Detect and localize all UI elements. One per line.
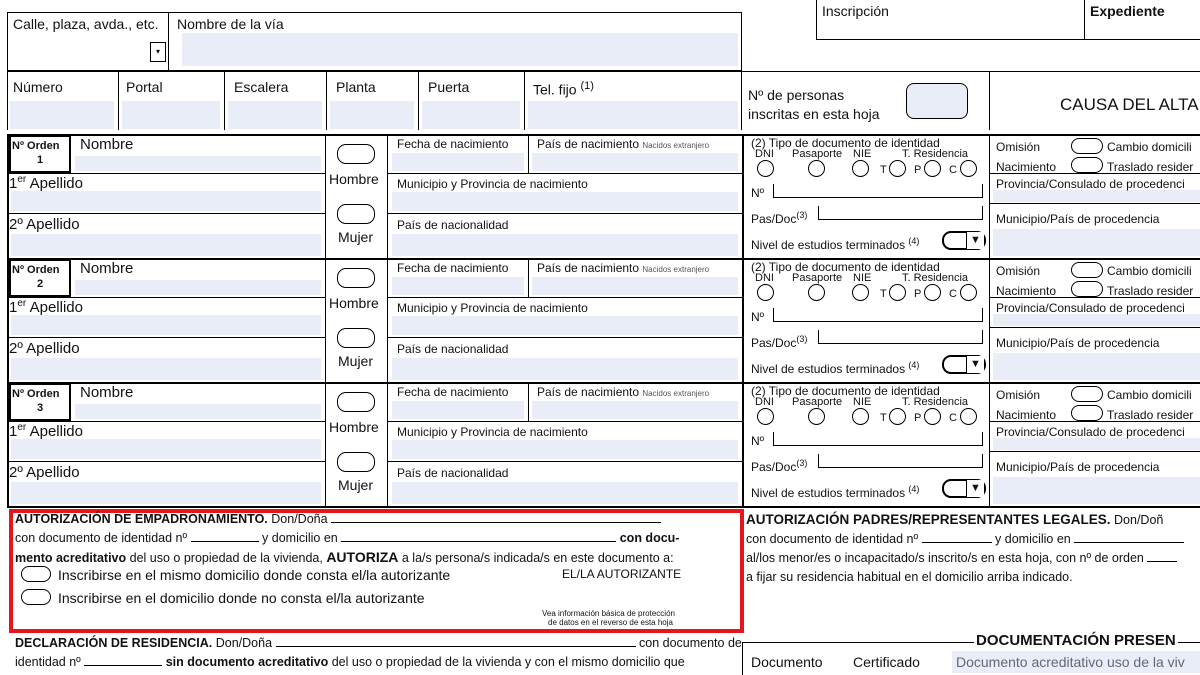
omision-label: Omisión <box>996 140 1041 154</box>
pais-nac-label: País de nacimiento Nacidos extranjero <box>537 261 710 275</box>
hombre-radio[interactable] <box>337 144 375 164</box>
street-name-input[interactable] <box>182 33 738 66</box>
autorizante-label: EL/LA AUTORIZANTE <box>562 567 682 581</box>
t-radio[interactable] <box>889 160 906 177</box>
pasaporte-label: Pasaporte <box>792 272 843 284</box>
dni-label: DNI <box>755 148 774 160</box>
pasaporte-label: Pasaporte <box>792 396 843 408</box>
nie-radio[interactable] <box>852 284 869 301</box>
nacionalidad-label: País de nacionalidad <box>397 218 509 232</box>
pais-nac-label: País de nacimiento Nacidos extranjero <box>537 385 710 399</box>
provincia-proc-input[interactable] <box>993 438 1200 450</box>
option2-radio[interactable] <box>21 589 51 605</box>
apellido2-label: 2º Apellido <box>9 216 80 233</box>
nie-label: NIE <box>853 396 872 408</box>
p-radio[interactable] <box>924 284 941 301</box>
person-block-2 <box>0 258 1200 382</box>
traslado-label: Traslado resider <box>1107 284 1194 298</box>
nivel-estudios-label: Nivel de estudios terminados $^{(4)}$ <box>751 484 920 500</box>
tipo-doc-label: (2) Tipo de documento de identidad <box>751 136 940 150</box>
provincia-proc-input[interactable] <box>993 314 1200 326</box>
provincia-label: Provincia/Consulado de procedenci <box>996 425 1185 439</box>
apellido2-input[interactable] <box>11 358 321 380</box>
fecha-nac-input[interactable] <box>392 277 524 295</box>
fecha-nac-label: Fecha de nacimiento <box>397 385 509 399</box>
provincia-proc-input[interactable] <box>993 190 1200 202</box>
apellido1-label: 1er Apellido <box>9 422 83 440</box>
municipio-nac-input[interactable] <box>392 440 738 459</box>
nacionalidad-label: País de nacionalidad <box>397 466 509 480</box>
pas-doc-input[interactable] <box>818 206 983 220</box>
hombre-label: Hombre <box>329 171 379 187</box>
municipio-nac-input[interactable] <box>392 192 738 211</box>
nacimiento-label: Nacimiento <box>996 160 1057 174</box>
municipio-nac-label: Municipio y Provincia de nacimiento <box>397 301 588 315</box>
omision-label: Omisión <box>996 264 1041 278</box>
traslado-label: Traslado resider <box>1107 160 1194 174</box>
pas-doc-input[interactable] <box>818 330 983 344</box>
municipio-nac-label: Municipio y Provincia de nacimiento <box>397 177 588 191</box>
documento-label: Documento <box>751 654 823 670</box>
apellido1-input[interactable] <box>11 191 321 211</box>
mujer-label: Mujer <box>338 477 374 493</box>
pais-nac-input[interactable] <box>532 401 738 419</box>
c-letter: C <box>949 288 957 300</box>
orden-number: 3 <box>37 402 44 414</box>
orden-number: 2 <box>37 278 44 290</box>
inscripcion-label: Inscripción <box>822 3 889 19</box>
nacionalidad-input[interactable] <box>392 234 738 256</box>
declaracion-text: DECLARACIÓN DE RESIDENCIA. Don/Doña con documento de identidad nº sin documento acreditativo del uso o propiedad de la vivienda y con el mismo domicilio que <box>15 636 742 669</box>
apellido2-label: 2º Apellido <box>9 340 80 357</box>
orden-label: Nº Orden <box>12 140 60 152</box>
num-doc-label: Nº <box>751 434 765 448</box>
provincia-label: Provincia/Consulado de procedenci <box>996 301 1185 315</box>
nombre-label: Nombre <box>80 136 134 153</box>
apellido2-input[interactable] <box>11 482 321 504</box>
municipio-proc-label: Municipio/País de procedencia <box>996 212 1160 226</box>
vea-line1: Vea información básica de protección <box>542 609 675 618</box>
mujer-radio[interactable] <box>337 204 375 224</box>
expediente-label: Expediente <box>1090 3 1165 19</box>
t-letter: T <box>880 412 887 424</box>
dni-radio[interactable] <box>757 408 774 425</box>
numero-label: Número <box>13 79 63 95</box>
option1-label: Inscribirse en el mismo domicilio donde consta el/la autorizante <box>58 567 451 583</box>
acreditativo-label: Documento acreditativo uso de la viv <box>956 654 1185 670</box>
nacimiento-label: Nacimiento <box>996 284 1057 298</box>
municipio-proc-input[interactable] <box>993 477 1200 504</box>
p-letter: P <box>914 164 922 176</box>
form-top <box>0 0 1200 130</box>
tipo-doc-label: (2) Tipo de documento de identidad <box>751 384 940 398</box>
causa-alta-heading: CAUSA DEL ALTA <box>1060 95 1199 114</box>
apellido2-input[interactable] <box>11 234 321 256</box>
pais-nac-input[interactable] <box>532 153 738 171</box>
fecha-nac-label: Fecha de nacimiento <box>397 137 509 151</box>
street-type-select[interactable]: ▾ <box>150 42 166 62</box>
cambio-domicilio-label: Cambio domicili <box>1107 264 1192 278</box>
vea-line2: de datos en el reverso de esta hoja <box>548 618 673 627</box>
t-residencia-label: T. Residencia <box>902 148 969 160</box>
dni-radio[interactable] <box>757 284 774 301</box>
c-radio[interactable] <box>960 408 977 425</box>
option2-label: Inscribirse en el domicilio donde no consta el/la autorizante <box>58 590 425 606</box>
mujer-label: Mujer <box>338 353 374 369</box>
pas-doc-input[interactable] <box>818 454 983 468</box>
cambio-domicilio-label: Cambio domicili <box>1107 140 1192 154</box>
nombre-label: Nombre <box>80 384 134 401</box>
personas-line1: Nº de personas <box>748 87 845 103</box>
hombre-label: Hombre <box>329 419 379 435</box>
nie-radio[interactable] <box>852 160 869 177</box>
c-letter: C <box>949 412 957 424</box>
tel-fijo-label: Tel. fijo $^{(1)}$ <box>533 80 594 98</box>
padres-text: AUTORIZACIÓN PADRES/REPRESENTANTES LEGALES. Don/Doñ con documento de identidad nº y domicilio en al/los menor/es o incapacitado/s inscrito/s en esta hoja, con nº de orden a fijar su residencia habitual en el domicilio arriba indicado. <box>746 510 1184 587</box>
escalera-label: Escalera <box>234 79 289 95</box>
nombre-via-label: Nombre de la vía <box>177 16 284 32</box>
personas-count-input[interactable] <box>906 83 968 119</box>
nivel-estudios-label: Nivel de estudios terminados $^{(4)}$ <box>751 236 920 252</box>
nie-label: NIE <box>853 272 872 284</box>
municipio-proc-input[interactable] <box>993 229 1200 256</box>
p-letter: P <box>914 288 922 300</box>
pais-nac-input[interactable] <box>532 277 738 295</box>
documentacion-title: DOCUMENTACIÓN PRESEN <box>976 632 1176 649</box>
num-doc-input[interactable] <box>773 308 983 322</box>
cambio-domicilio-label: Cambio domicili <box>1107 388 1192 402</box>
chevron-down-icon[interactable]: ▼ <box>966 356 984 373</box>
apellido1-label: 1er Apellido <box>9 298 83 316</box>
apellido1-input[interactable] <box>11 439 321 459</box>
c-radio[interactable] <box>960 284 977 301</box>
apellido1-input[interactable] <box>11 315 321 335</box>
omision-radio[interactable] <box>1071 386 1103 402</box>
omision-radio[interactable] <box>1071 262 1103 278</box>
option1-radio[interactable] <box>21 566 51 582</box>
municipio-nac-label: Municipio y Provincia de nacimiento <box>397 425 588 439</box>
omision-radio[interactable] <box>1071 138 1103 154</box>
fecha-nac-label: Fecha de nacimiento <box>397 261 509 275</box>
nombre-label: Nombre <box>80 260 134 277</box>
municipio-proc-input[interactable] <box>993 353 1200 380</box>
mujer-label: Mujer <box>338 229 374 245</box>
mujer-radio[interactable] <box>337 328 375 348</box>
chevron-down-icon[interactable]: ▼ <box>966 480 984 497</box>
nombre-input[interactable] <box>75 280 321 295</box>
planta-label: Planta <box>336 79 376 95</box>
orden-label: Nº Orden <box>12 388 60 400</box>
nombre-input[interactable] <box>75 404 321 419</box>
pais-nac-label: País de nacimiento Nacidos extranjero <box>537 137 710 151</box>
municipio-proc-label: Municipio/País de procedencia <box>996 336 1160 350</box>
pasaporte-label: Pasaporte <box>792 148 843 160</box>
nacionalidad-label: País de nacionalidad <box>397 342 509 356</box>
nacionalidad-input[interactable] <box>392 482 738 504</box>
nie-label: NIE <box>853 148 872 160</box>
dni-label: DNI <box>755 272 774 284</box>
t-radio[interactable] <box>889 408 906 425</box>
autorizacion-text: AUTORIZACIÓN DE EMPADRONAMIENTO. Don/Doña con documento de identidad nº y domicilio en con docu- mento acreditativo del uso o propiedad de la vivienda, AUTORIZA a la/s persona/s indicada/s en este documento a: <box>15 512 680 565</box>
hombre-radio[interactable] <box>337 392 375 412</box>
t-letter: T <box>880 288 887 300</box>
pasaporte-radio[interactable] <box>808 160 825 177</box>
num-doc-input[interactable] <box>773 432 983 446</box>
nacionalidad-input[interactable] <box>392 358 738 380</box>
nacimiento-radio[interactable] <box>1071 157 1103 173</box>
t-letter: T <box>880 164 887 176</box>
person-block-3 <box>0 382 1200 506</box>
num-doc-label: Nº <box>751 186 765 200</box>
t-residencia-label: T. Residencia <box>902 396 969 408</box>
personas-line2: inscritas en esta hoja <box>748 106 880 122</box>
nombre-input[interactable] <box>75 156 321 171</box>
hombre-radio[interactable] <box>337 268 375 288</box>
pas-doc-label: Pas/Doc$^{(3)}$ <box>751 210 808 226</box>
t-residencia-label: T. Residencia <box>902 272 969 284</box>
nie-radio[interactable] <box>852 408 869 425</box>
orden-number: 1 <box>37 154 44 166</box>
chevron-down-icon[interactable]: ▼ <box>966 232 984 249</box>
traslado-label: Traslado resider <box>1107 408 1194 422</box>
num-doc-input[interactable] <box>773 184 983 198</box>
fecha-nac-input[interactable] <box>392 153 524 171</box>
person-block-1 <box>0 134 1200 258</box>
pas-doc-label: Pas/Doc$^{(3)}$ <box>751 334 808 350</box>
municipio-nac-input[interactable] <box>392 316 738 335</box>
apellido2-label: 2º Apellido <box>9 464 80 481</box>
nacimiento-radio[interactable] <box>1071 281 1103 297</box>
nacimiento-label: Nacimiento <box>996 408 1057 422</box>
fecha-nac-input[interactable] <box>392 401 524 419</box>
p-radio[interactable] <box>924 160 941 177</box>
mujer-radio[interactable] <box>337 452 375 472</box>
pas-doc-label: Pas/Doc$^{(3)}$ <box>751 458 808 474</box>
nivel-estudios-label: Nivel de estudios terminados $^{(4)}$ <box>751 360 920 376</box>
calle-label: Calle, plaza, avda., etc. <box>13 16 159 32</box>
t-radio[interactable] <box>889 284 906 301</box>
pasaporte-radio[interactable] <box>808 408 825 425</box>
dni-label: DNI <box>755 396 774 408</box>
municipio-proc-label: Municipio/País de procedencia <box>996 460 1160 474</box>
nacimiento-radio[interactable] <box>1071 405 1103 421</box>
puerta-label: Puerta <box>428 79 470 95</box>
hombre-label: Hombre <box>329 295 379 311</box>
portal-label: Portal <box>126 79 163 95</box>
c-letter: C <box>949 164 957 176</box>
p-letter: P <box>914 412 922 424</box>
certificado-label: Certificado <box>853 654 920 670</box>
orden-label: Nº Orden <box>12 264 60 276</box>
dni-radio[interactable] <box>757 160 774 177</box>
tipo-doc-label: (2) Tipo de documento de identidad <box>751 260 940 274</box>
pasaporte-radio[interactable] <box>808 284 825 301</box>
num-doc-label: Nº <box>751 310 765 324</box>
c-radio[interactable] <box>960 160 977 177</box>
apellido1-label: 1er Apellido <box>9 174 83 192</box>
p-radio[interactable] <box>924 408 941 425</box>
provincia-label: Provincia/Consulado de procedenci <box>996 177 1185 191</box>
omision-label: Omisión <box>996 388 1041 402</box>
